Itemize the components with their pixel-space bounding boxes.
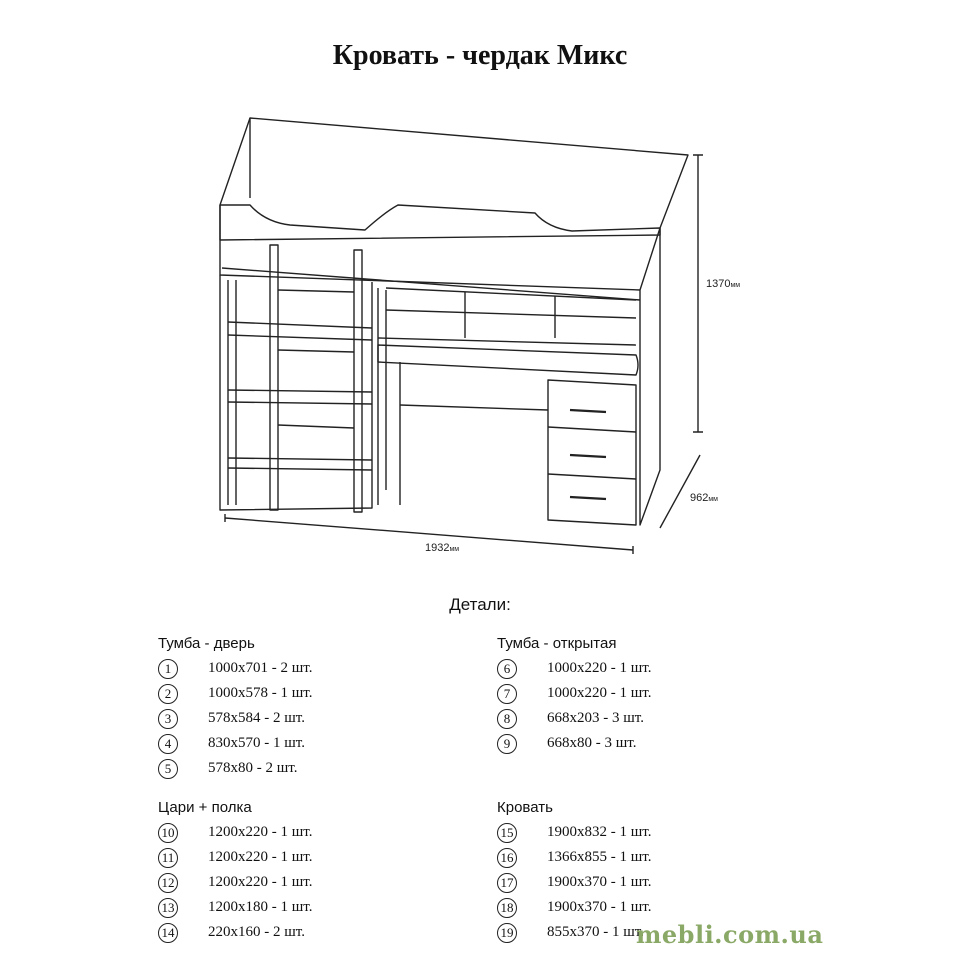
part-spec: 1900х370 - 1 шт. xyxy=(547,899,652,915)
group-title: Кровать xyxy=(497,799,553,816)
shelf-1 xyxy=(228,322,372,340)
part-spec: 578х584 - 2 шт. xyxy=(208,710,305,726)
part-row xyxy=(497,920,651,945)
part-spec: 1200х220 - 1 шт. xyxy=(208,849,313,865)
part-row xyxy=(158,845,312,870)
drawer-dividers xyxy=(548,427,636,479)
part-row xyxy=(497,820,651,845)
part-number: 3 xyxy=(158,709,178,729)
part-spec: 578х80 - 2 шт. xyxy=(208,760,298,776)
part-number: 19 xyxy=(497,923,517,943)
part-row xyxy=(158,920,312,945)
bed-top-outline xyxy=(220,118,688,228)
part-row xyxy=(497,706,651,731)
part-spec: 1000х220 - 1 шт. xyxy=(547,685,652,701)
details-heading: Детали: xyxy=(449,595,511,614)
left-cabinet xyxy=(220,275,372,510)
part-number: 2 xyxy=(158,684,178,704)
part-spec: 1200х220 - 1 шт. xyxy=(208,824,313,840)
bed-base xyxy=(222,268,640,300)
shelf-3 xyxy=(228,458,372,470)
open-shelf-bottom xyxy=(378,338,636,345)
part-spec: 1200х180 - 1 шт. xyxy=(208,899,313,915)
ladder-rungs xyxy=(278,290,354,428)
part-spec: 1200х220 - 1 шт. xyxy=(208,874,313,890)
part-number: 17 xyxy=(497,873,517,893)
part-row xyxy=(158,895,312,920)
part-spec: 1000х578 - 1 шт. xyxy=(208,685,313,701)
depth-dimension: 962мм xyxy=(690,492,718,504)
ladder-right-rail xyxy=(354,250,362,512)
part-spec: 1900х832 - 1 шт. xyxy=(547,824,652,840)
part-spec: 830х570 - 1 шт. xyxy=(208,735,305,751)
part-row xyxy=(497,731,651,756)
group-title: Тумба - открытая xyxy=(497,635,617,652)
part-number: 13 xyxy=(158,898,178,918)
part-spec: 1000х701 - 2 шт. xyxy=(208,660,313,676)
part-row xyxy=(497,895,651,920)
left-cabinet-inner xyxy=(228,280,236,505)
part-number: 4 xyxy=(158,734,178,754)
part-row xyxy=(158,706,312,731)
open-shelf-top xyxy=(386,288,636,318)
group-title: Цари + полка xyxy=(158,799,252,816)
page-title: Кровать - чердак Микс xyxy=(332,40,628,71)
part-row xyxy=(158,681,312,706)
part-number: 16 xyxy=(497,848,517,868)
part-row xyxy=(158,820,312,845)
part-row xyxy=(497,845,651,870)
part-number: 1 xyxy=(158,659,178,679)
part-number: 12 xyxy=(158,873,178,893)
height-dimension: 1370мм xyxy=(706,278,741,290)
part-row xyxy=(158,656,312,681)
watermark: mebli.com.ua xyxy=(636,920,824,949)
desk-left-panel xyxy=(378,288,386,505)
part-spec: 668х203 - 3 шт. xyxy=(547,710,644,726)
width-dimension: 1932мм xyxy=(425,542,460,554)
group-rails-shelf xyxy=(158,796,312,945)
part-row xyxy=(497,681,651,706)
part-row xyxy=(158,731,312,756)
part-spec: 1900х370 - 1 шт. xyxy=(547,874,652,890)
part-number: 6 xyxy=(497,659,517,679)
part-spec: 855х370 - 1 шт. xyxy=(547,924,644,940)
part-number: 9 xyxy=(497,734,517,754)
part-row xyxy=(497,656,651,681)
bed-guard-rail xyxy=(220,205,660,240)
ladder-left-rail xyxy=(270,245,278,510)
desk-back-rail xyxy=(400,405,548,410)
group-open-cabinet xyxy=(497,632,651,756)
part-number: 18 xyxy=(497,898,517,918)
part-number: 14 xyxy=(158,923,178,943)
drawer-handles xyxy=(570,410,606,499)
part-row xyxy=(497,870,651,895)
group-door-cabinet xyxy=(158,632,312,781)
part-number: 15 xyxy=(497,823,517,843)
shelf-2 xyxy=(228,390,372,404)
part-number: 8 xyxy=(497,709,517,729)
part-number: 11 xyxy=(158,848,178,868)
part-number: 5 xyxy=(158,759,178,779)
part-spec: 220х160 - 2 шт. xyxy=(208,924,305,940)
part-spec: 668х80 - 3 шт. xyxy=(547,735,637,751)
right-side-panel xyxy=(640,228,660,525)
group-title: Тумба - дверь xyxy=(158,635,255,652)
part-spec: 1366х855 - 1 шт. xyxy=(547,849,652,865)
part-spec: 1000х220 - 1 шт. xyxy=(547,660,652,676)
drawer-unit xyxy=(548,380,636,525)
bed-front-panel xyxy=(220,205,640,290)
part-row xyxy=(158,756,312,781)
part-number: 7 xyxy=(497,684,517,704)
part-row xyxy=(158,870,312,895)
desk-top xyxy=(378,345,638,375)
group-bed xyxy=(497,796,651,945)
part-number: 10 xyxy=(158,823,178,843)
